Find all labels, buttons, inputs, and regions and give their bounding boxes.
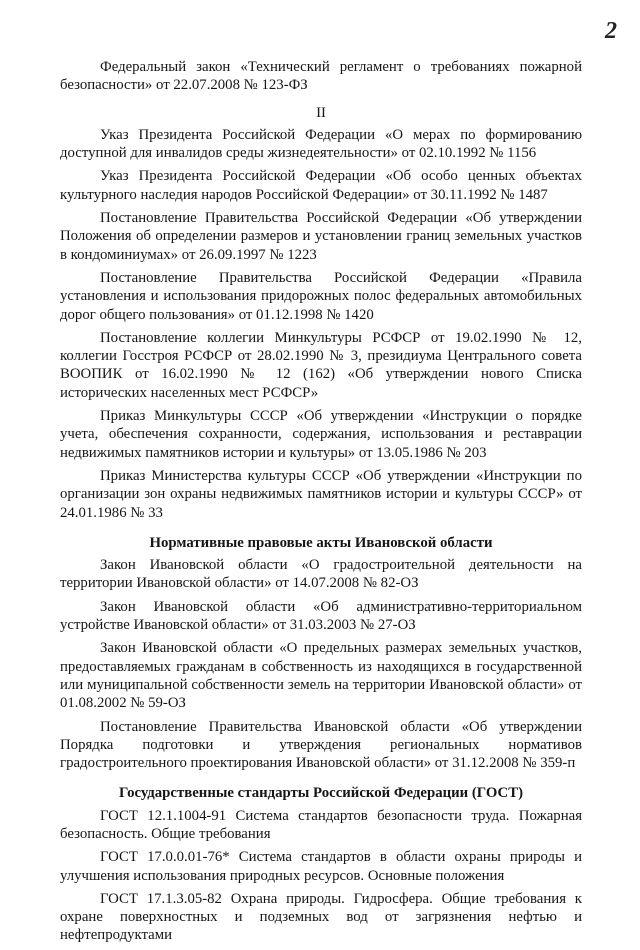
list-item: Постановление Правительства Российской Федерации «Правила установления и использования придорожных полос федеральных автомобильных дорог общего пользования» от 01.12.1998 № 1420 xyxy=(60,269,582,323)
section-heading-regional: Нормативные правовые акты Ивановской области xyxy=(149,534,493,551)
list-item: Приказ Минкультуры СССР «Об утверждении «Инструкции о порядке учета, обеспечения сохранности, содержания, использования и реставрации недвижимых памятников истории и культуры» от 13.05.1986 № 203 xyxy=(60,408,582,461)
regional-acts-list xyxy=(60,556,582,772)
list-item: Постановление Правительства Российской Федерации «Об утверждении Положения об определении размеров и установлении границ земельных участков в кондоминиумах» от 26.09.1997 № 1223 xyxy=(60,210,582,263)
gost-list xyxy=(60,807,582,945)
list-item: Закон Ивановской области «О предельных размерах земельных участков, предоставляемых гражданам в собственность из находящихся в государственной или муниципальной собственности земель на территории Ивановской области» от 01.08.2002 № 59-ОЗ xyxy=(60,640,582,712)
list-item: Закон Ивановской области «Об административно-территориальном устройстве Ивановской области» от 31.03.2003 № 27-ОЗ xyxy=(60,598,582,634)
list-item: Указ Президента Российской Федерации «Об особо ценных объектах культурного наследия народов Российской Федерации» от 30.11.1992 № 1487 xyxy=(60,168,582,203)
federal-acts-list xyxy=(60,126,582,522)
list-item: Закон Ивановской области «О градостроительной деятельности на территории Ивановской области» от 14.07.2008 № 82-ОЗ xyxy=(60,557,582,592)
list-item: ГОСТ 17.1.3.05-82 Охрана природы. Гидросфера. Общие требования к охране поверхностных и подземных вод от загрязнения нефтью и нефтепродуктами xyxy=(60,890,582,944)
intro-paragraph: Федеральный закон «Технический регламент о требованиях пожарной безопасности» от 22.07.2008 № 123-ФЗ xyxy=(60,59,582,94)
document-body xyxy=(60,58,582,950)
section-heading-gost: Государственные стандарты Российской Федерации (ГОСТ) xyxy=(118,785,524,802)
list-item: ГОСТ 17.0.0.01-76* Система стандартов в области охраны природы и улучшения использования природных ресурсов. Основные положения xyxy=(60,849,582,884)
list-item: Приказ Министерства культуры СССР «Об утверждении «Инструкции по организации зон охраны недвижимых памятников истории и культуры СССР» от 24.01.1986 № 33 xyxy=(60,467,582,521)
list-item: ГОСТ 12.1.1004-91 Система стандартов безопасности труда. Пожарная безопасность. Общие требования xyxy=(60,807,582,842)
list-item: Постановление Правительства Ивановской области «Об утверждении Порядка подготовки и утверждения региональных нормативов градостроительного проектирования Ивановской области» от 31.12.2008 № 359-п xyxy=(60,718,582,772)
list-item: Указ Президента Российской Федерации «О мерах по формированию доступной для инвалидов среды жизнедеятельности» от 02.10.1992 № 1156 xyxy=(60,126,582,162)
section-numeral: II xyxy=(316,104,326,121)
list-item: Постановление коллегии Минкультуры РСФСР от 19.02.1990 № 12, коллегии Госстроя РСФСР от 28.02.1990 № 3, президиума Центрального совета ВООПИК от 16.02.1990 № 12 (162) «Об утверждении нового Списка исторических населенных мест РСФСР» xyxy=(60,329,582,401)
page-number: 2 xyxy=(605,18,617,44)
